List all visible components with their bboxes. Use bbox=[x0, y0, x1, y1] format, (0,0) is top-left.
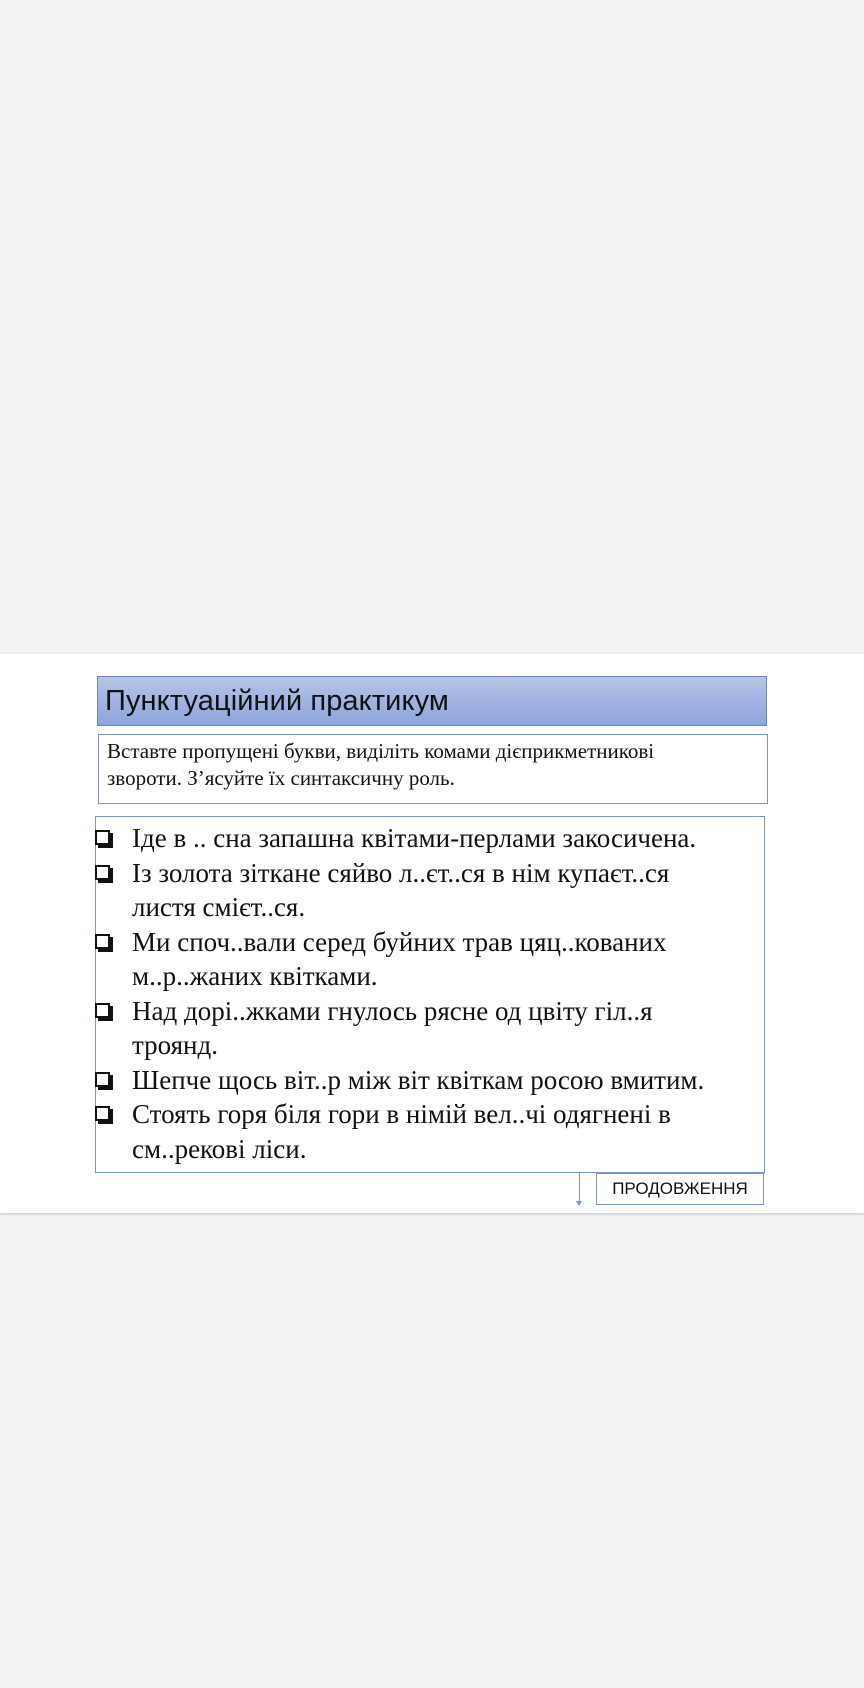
list-item bbox=[95, 994, 735, 1063]
instruction-line: Вставте пропущені букви, виділіть комами дієприкметникові bbox=[107, 739, 655, 763]
connector-line bbox=[579, 1173, 580, 1203]
exercise-text: Із золота зіткане сяйво л..єт..ся в нім купаєт..ся листя смієт..ся. bbox=[132, 857, 670, 922]
list-item bbox=[95, 821, 735, 856]
exercise-text: Шепче щось віт..р між віт квіткам росою вмитим. bbox=[132, 1064, 705, 1095]
list-item bbox=[95, 1097, 735, 1166]
slide bbox=[0, 654, 864, 1213]
list-item bbox=[95, 856, 735, 925]
slide-title: Пунктуаційний практикум bbox=[105, 684, 449, 717]
checkbox-icon bbox=[95, 1106, 110, 1121]
exercise-text: Над дорі..жками гнулось рясне од цвіту гіл..я троянд. bbox=[132, 995, 653, 1060]
title-bar bbox=[97, 676, 767, 726]
exercise-text: Ми споч..вали серед буйних трав цяц..кованих м..р..жаних квітками. bbox=[132, 926, 667, 991]
exercise-list-box bbox=[95, 816, 765, 1173]
exercise-text: Стоять горя біля гори в німій вел..чі одягнені в см..рекові ліси. bbox=[132, 1099, 671, 1164]
instruction-line: звороти. З’ясуйте їх синтаксичну роль. bbox=[107, 766, 455, 790]
list-item bbox=[95, 925, 735, 994]
instruction-box bbox=[98, 734, 768, 804]
checkbox-icon bbox=[95, 865, 110, 880]
checkbox-icon bbox=[95, 1003, 110, 1018]
continue-button[interactable]: ПРОДОВЖЕННЯ bbox=[596, 1173, 764, 1205]
exercise-text: Іде в .. сна запашна квітами-перлами закосичена. bbox=[132, 823, 697, 853]
checkbox-icon bbox=[95, 1072, 110, 1087]
arrow-down-icon bbox=[576, 1201, 582, 1206]
exercise-list bbox=[95, 821, 735, 1166]
list-item bbox=[95, 1063, 735, 1098]
checkbox-icon bbox=[95, 934, 110, 949]
checkbox-icon bbox=[95, 830, 110, 845]
